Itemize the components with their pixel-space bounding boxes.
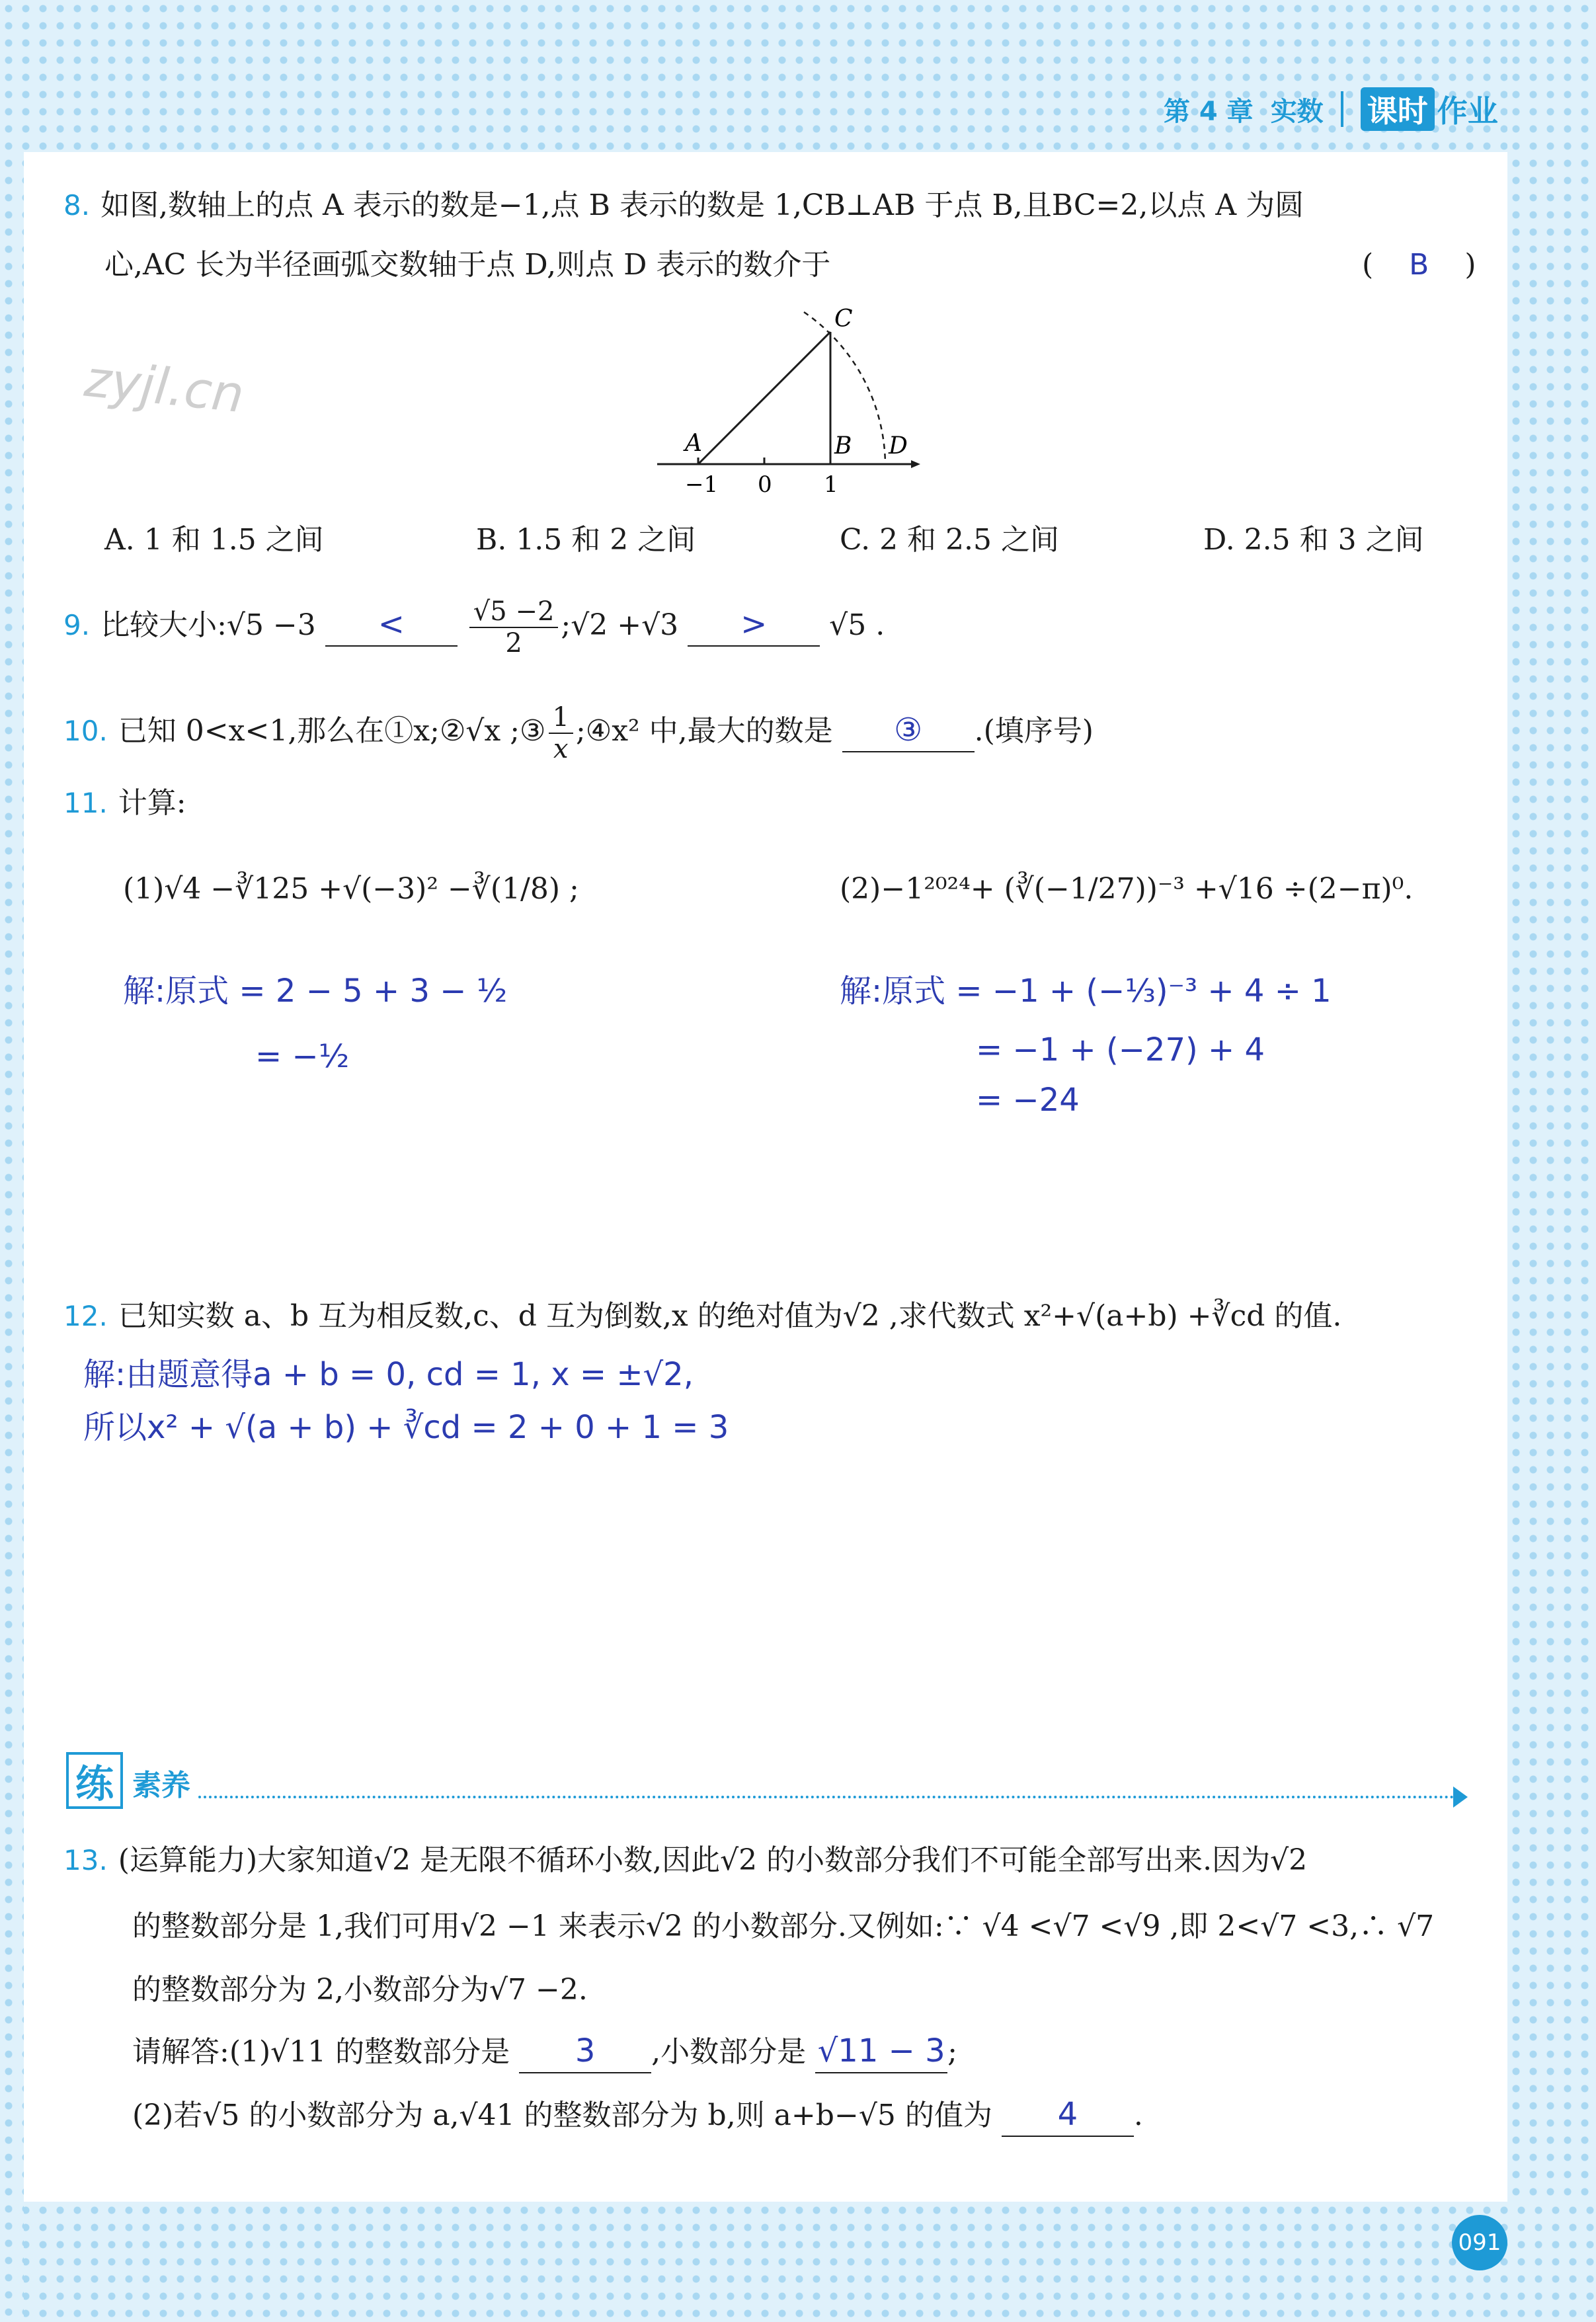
q10-text-a: 已知 0<x<1,那么在①x;②√x ;③ bbox=[118, 714, 546, 748]
q13-p1-blank2[interactable] bbox=[815, 2031, 947, 2073]
section-title: 素养 bbox=[132, 1769, 190, 1802]
q13-p2-answer: 4 bbox=[1057, 2096, 1078, 2133]
q13-p2-text-a: (2)若√5 的小数部分为 a,√41 的整数部分为 b,则 a+b−√5 的值为 bbox=[132, 2099, 992, 2132]
tick-label-0: 0 bbox=[758, 471, 772, 496]
q12-sol-line2: 所以x² + √(a + b) + ∛cd = 2 + 0 + 1 = 3 bbox=[83, 1409, 729, 1446]
q9-expr2: √2 +√3 bbox=[571, 608, 679, 642]
q12-line bbox=[63, 1287, 1341, 1346]
q8-answer: B bbox=[1409, 248, 1429, 282]
segment-ac bbox=[698, 332, 830, 464]
q8-choice-d: D. 2.5 和 3 之间 bbox=[1203, 523, 1424, 557]
tick-label-minus1: −1 bbox=[685, 471, 719, 496]
section-badge: 练 bbox=[66, 1752, 123, 1809]
q13-p2-blank[interactable] bbox=[1002, 2095, 1134, 2137]
q13-p1-text-c: ; bbox=[947, 2035, 957, 2069]
q13-number: 13. bbox=[63, 1844, 108, 1876]
q9-number: 9. bbox=[63, 609, 91, 641]
q13-p1-text-b: ,小数部分是 bbox=[651, 2035, 807, 2069]
q10-number: 10. bbox=[63, 715, 108, 747]
q9-answer2: > bbox=[740, 606, 768, 643]
q8-figure bbox=[648, 304, 926, 496]
q10-frac-den: x bbox=[553, 733, 569, 764]
q11-part2: (2)−1²⁰²⁴+ (∛(−1/27))⁻³ +√16 ÷(2−π)⁰. bbox=[840, 872, 1414, 906]
q8-number: 8. bbox=[63, 189, 91, 221]
section-dotted-line bbox=[198, 1796, 1455, 1798]
q9-frac-den: 2 bbox=[505, 627, 522, 659]
label-c: C bbox=[834, 305, 853, 333]
q10-text-c: .(填序号) bbox=[974, 714, 1094, 748]
q9-blank2[interactable] bbox=[688, 604, 820, 647]
q9-expr3: √5 . bbox=[829, 608, 885, 642]
running-header bbox=[1164, 86, 1498, 132]
q13-line2: 的整数部分是 1,我们可用√2 −1 来表示√2 的小数部分.又例如:∵ √4 <√7 <√9 ,即 2<√7 <3,∴ √7 bbox=[132, 1909, 1435, 1943]
q11-sol1-line2: = −½ bbox=[255, 1038, 350, 1075]
q9-line bbox=[63, 592, 885, 659]
q8-line1 bbox=[63, 176, 1304, 235]
section-header bbox=[66, 1752, 1474, 1812]
q9-expr1: √5 −3 bbox=[226, 608, 316, 642]
q11-title-line bbox=[63, 774, 186, 833]
brand-label-a: 课时 bbox=[1361, 87, 1435, 131]
number-line-arrow bbox=[911, 460, 920, 468]
q11-part1: (1)√4 −∛125 +√(−3)² −∛(1/8) ; bbox=[123, 872, 579, 906]
q12-text: 已知实数 a、b 互为相反数,c、d 互为倒数,x 的绝对值为√2 ,求代数式 x²+√(a+b) +∛cd 的值. bbox=[118, 1299, 1342, 1333]
q13-part2 bbox=[132, 2083, 1143, 2149]
q10-blank[interactable] bbox=[842, 710, 975, 752]
q13-p1-answer2: √11 − 3 bbox=[817, 2032, 945, 2069]
q9-sep: ; bbox=[561, 608, 571, 642]
q12-number: 12. bbox=[63, 1300, 108, 1332]
q11-sol2-line3: = −24 bbox=[976, 1082, 1080, 1119]
q13-p2-text-b: . bbox=[1133, 2099, 1143, 2132]
label-d: D bbox=[889, 432, 908, 460]
q13-p1-blank1[interactable] bbox=[519, 2031, 651, 2073]
chapter-label: 第 4 章 bbox=[1164, 96, 1254, 127]
q8-paren-close: ) bbox=[1464, 248, 1476, 282]
q8-choice-a: A. 1 和 1.5 之间 bbox=[104, 523, 324, 557]
q8-choice-b: B. 1.5 和 2 之间 bbox=[476, 523, 696, 557]
q11-sol2-line2: = −1 + (−27) + 4 bbox=[976, 1031, 1265, 1068]
q8-text-line1: 如图,数轴上的点 A 表示的数是−1,点 B 表示的数是 1,CB⊥AB 于点 B,且BC=2,以点 A 为圆 bbox=[100, 188, 1304, 222]
q13-line3: 的整数部分为 2,小数部分为√7 −2. bbox=[132, 1973, 588, 2007]
header-separator bbox=[1341, 91, 1343, 127]
q13-line1 bbox=[63, 1827, 1307, 1894]
right-dot-border bbox=[1507, 0, 1596, 2322]
tick-label-1: 1 bbox=[824, 471, 838, 496]
bottom-dot-border bbox=[0, 2202, 1596, 2322]
q9-answer1: < bbox=[378, 606, 405, 643]
q11-sol1-line1: 解:原式 = 2 − 5 + 3 − ½ bbox=[123, 973, 508, 1010]
q10-line bbox=[63, 698, 1094, 764]
q13-text-line1: (运算能力)大家知道√2 是无限不循环小数,因此√2 的小数部分我们不可能全部写出来.因为√2 bbox=[118, 1843, 1308, 1877]
q8-text-line2: 心,AC 长为半径画弧交数轴于点 D,则点 D 表示的数介于 bbox=[104, 248, 831, 282]
label-a: A bbox=[685, 430, 702, 457]
q8-paren-open: ( bbox=[1362, 248, 1374, 282]
left-dot-border bbox=[0, 0, 24, 2322]
q10-fraction bbox=[549, 702, 573, 764]
q10-frac-num: 1 bbox=[549, 702, 573, 734]
q13-p1-text-a: 请解答:(1)√11 的整数部分是 bbox=[132, 2035, 510, 2069]
q12-sol-line1: 解:由题意得a + b = 0, cd = 1, x = ±√2, bbox=[83, 1356, 694, 1393]
label-b: B bbox=[834, 432, 852, 460]
topic-label: 实数 bbox=[1270, 96, 1324, 127]
q11-number: 11. bbox=[63, 787, 108, 819]
q9-fraction bbox=[469, 596, 559, 659]
section-arrow-icon bbox=[1453, 1786, 1468, 1808]
brand-label-b: 作业 bbox=[1437, 93, 1498, 129]
q13-p1-answer1: 3 bbox=[575, 2032, 596, 2069]
q8-choice-c: C. 2 和 2.5 之间 bbox=[840, 523, 1059, 557]
q11-title: 计算: bbox=[118, 786, 186, 820]
watermark: zyjl.cn bbox=[82, 348, 247, 424]
q9-prefix: 比较大小: bbox=[100, 608, 227, 642]
q10-answer: ③ bbox=[894, 711, 923, 748]
q9-frac-num: √5 −2 bbox=[469, 596, 559, 628]
q11-sol2-line1: 解:原式 = −1 + (−⅓)⁻³ + 4 ÷ 1 bbox=[840, 973, 1332, 1010]
q8-answer-box bbox=[1362, 235, 1476, 295]
q8-line2 bbox=[104, 235, 830, 295]
q10-text-b: ;④x² 中,最大的数是 bbox=[575, 714, 833, 748]
page-number: 091 bbox=[1452, 2215, 1507, 2270]
q9-blank1[interactable] bbox=[325, 604, 458, 647]
q13-part1 bbox=[132, 2019, 957, 2085]
